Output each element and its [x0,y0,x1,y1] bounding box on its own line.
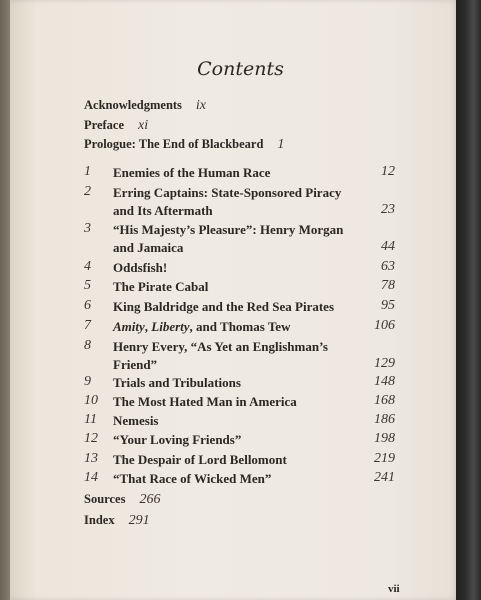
toc-page-number: 291 [128,513,150,528]
chapter-number: 2 [84,184,91,199]
toc-chapter-11 [84,412,395,430]
ship-name: Amity [113,319,145,334]
toc-chapter-3 [84,221,395,257]
chapter-title-line: Henry Every, “As Yet an Englishman’s [113,339,328,354]
toc-label: Acknowledgments [84,98,182,112]
chapter-title-line: The Pirate Cabal [113,279,209,294]
toc-chapter-10 [84,393,395,411]
chapter-title-line: Enemies of the Human Race [113,165,271,180]
chapter-page-number: 44 [381,239,395,254]
toc-label: Preface [84,118,125,132]
chapter-title [113,221,378,257]
chapter-number: 5 [84,278,91,293]
toc-back-sources [84,491,160,508]
chapter-number: 9 [84,374,91,389]
chapter-title [113,451,378,469]
book-cover-edge-right [456,0,481,600]
toc-chapter-13 [84,451,395,469]
toc-chapter-7 [84,318,395,336]
toc-chapter-2 [84,184,395,220]
toc-page-number: 1 [277,137,285,152]
toc-front-preface [84,117,148,134]
chapter-title [113,318,378,336]
chapter-page-number: 63 [381,259,395,274]
chapter-page-number: 219 [374,451,395,466]
chapter-title-line: Erring Captains: State-Sponsored Piracy [113,185,342,200]
chapter-title-line: The Despair of Lord Bellomont [113,452,287,467]
chapter-title-line: The Most Hated Man in America [113,394,297,409]
toc-front-prologue [84,136,284,153]
chapter-title-line: Trials and Tribulations [113,375,241,390]
chapter-title [113,164,378,182]
chapter-page-number: 241 [374,470,395,485]
toc-chapter-12 [84,431,395,449]
chapter-page-number: 186 [374,412,395,427]
chapter-title [113,412,378,430]
chapter-number: 1 [84,164,91,179]
chapter-title-line: “His Majesty’s Pleasure”: Henry Morgan [113,222,344,237]
chapter-page-number: 148 [374,374,395,389]
chapter-title-line: “Your Loving Friends” [113,432,242,447]
toc-back-index [84,512,150,529]
chapter-number: 11 [84,412,97,427]
toc-front-acknowledgments [84,97,206,114]
toc-label: Prologue: The End of Blackbeard [84,137,264,151]
chapter-number: 4 [84,259,91,274]
chapter-title-line: Oddsfish! [113,260,168,275]
toc-label: Index [84,513,115,527]
chapter-title [113,470,378,488]
chapter-title-line: and Its Aftermath [113,203,213,218]
toc-chapter-8 [84,338,395,374]
chapter-title-line: and Jamaica [113,240,184,255]
chapter-title [113,374,378,392]
toc-chapter-14 [84,470,395,488]
toc-chapter-1 [84,164,395,182]
toc-label: Sources [84,492,126,506]
chapter-number: 10 [84,393,98,408]
chapter-title [113,278,378,296]
page-title: Contents [197,58,284,80]
page-folio: vii [388,583,400,595]
chapter-title-line: Friend” [113,357,158,372]
chapter-page-number: 106 [374,318,395,333]
chapter-number: 13 [84,451,98,466]
chapter-title [113,393,378,411]
chapter-number: 7 [84,318,91,333]
ship-name: Liberty [151,319,190,334]
chapter-title [113,338,378,374]
chapter-number: 6 [84,298,91,313]
chapter-title [113,184,378,220]
toc-chapter-5 [84,278,395,296]
chapter-page-number: 168 [374,393,395,408]
chapter-number: 14 [84,470,98,485]
chapter-title [113,298,378,316]
toc-page-number: xi [138,118,149,133]
chapter-title-line: Amity, Liberty, and Thomas Tew [113,319,291,334]
chapter-page-number: 23 [381,202,395,217]
chapter-title-line: Nemesis [113,413,159,428]
toc-chapter-6 [84,298,395,316]
chapter-title [113,431,378,449]
chapter-page-number: 129 [374,356,395,371]
chapter-number: 3 [84,221,91,236]
chapter-title [113,259,378,277]
toc-page-number: ix [195,98,207,113]
chapter-title-line: King Baldridge and the Red Sea Pirates [113,299,335,314]
chapter-number: 12 [84,431,98,446]
toc-page-number: 266 [139,492,161,507]
chapter-page-number: 78 [381,278,395,293]
chapter-page-number: 198 [374,431,395,446]
chapter-page-number: 95 [381,298,395,313]
chapter-number: 8 [84,338,91,353]
chapter-page-number: 12 [381,164,395,179]
chapter-title-line: “That Race of Wicked Men” [113,471,272,486]
toc-chapter-9 [84,374,395,392]
toc-chapter-4 [84,259,395,277]
